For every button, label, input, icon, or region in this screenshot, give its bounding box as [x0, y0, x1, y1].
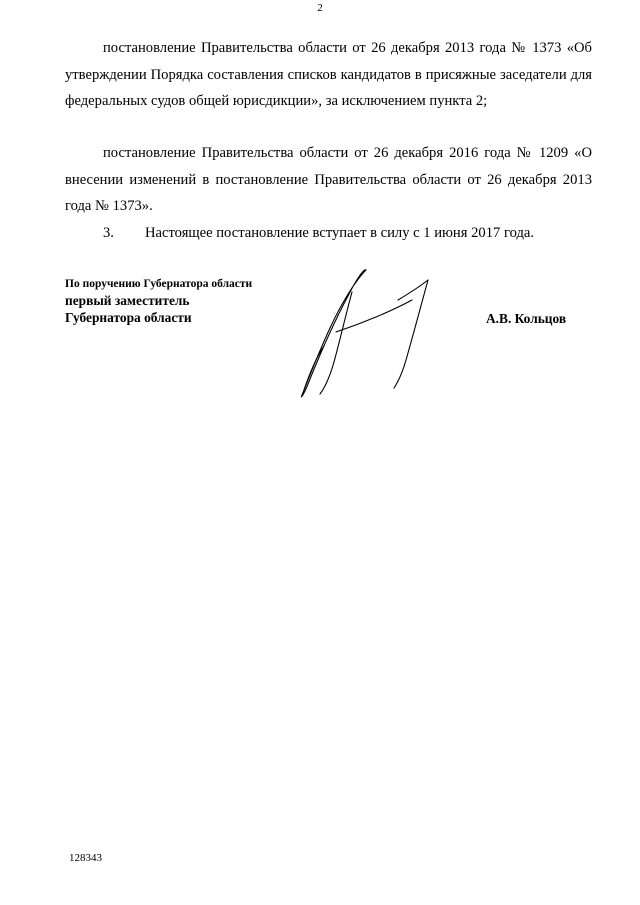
paragraph-repeal-2013	[65, 35, 592, 115]
paragraph-repeal-2016	[65, 140, 592, 220]
signatory-position-line-2: Губернатора области	[65, 310, 192, 325]
clause-text: Настоящее постановление вступает в силу с 1 июня 2017 года.	[145, 225, 534, 241]
signatory-position-line: первый заместитель	[65, 293, 190, 308]
page-number: 2	[317, 2, 323, 14]
document-code: 128343	[69, 852, 102, 864]
signer-name: А.В. Кольцов	[486, 311, 567, 326]
clause-effective-date	[65, 220, 592, 247]
paragraph-text: постановление Правительства области от 26 декабря 2013 года № 1373 «Об утверждении Порядка составления списков кандидатов в присяжные заседатели для федеральных судов общей юрисдикции», за исключением пункта 2;	[65, 40, 592, 109]
clause-number: 3.	[103, 225, 114, 241]
handwritten-signature	[290, 262, 450, 402]
paragraph-text: постановление Правительства области от 26 декабря 2016 года № 1209 «О внесении изменений в постановление Правительства области от 26 декабря 2013 года № 1373».	[65, 145, 592, 214]
signatory-authority-line: По поручению Губернатора области	[65, 278, 253, 290]
signatory-title	[65, 276, 252, 326]
